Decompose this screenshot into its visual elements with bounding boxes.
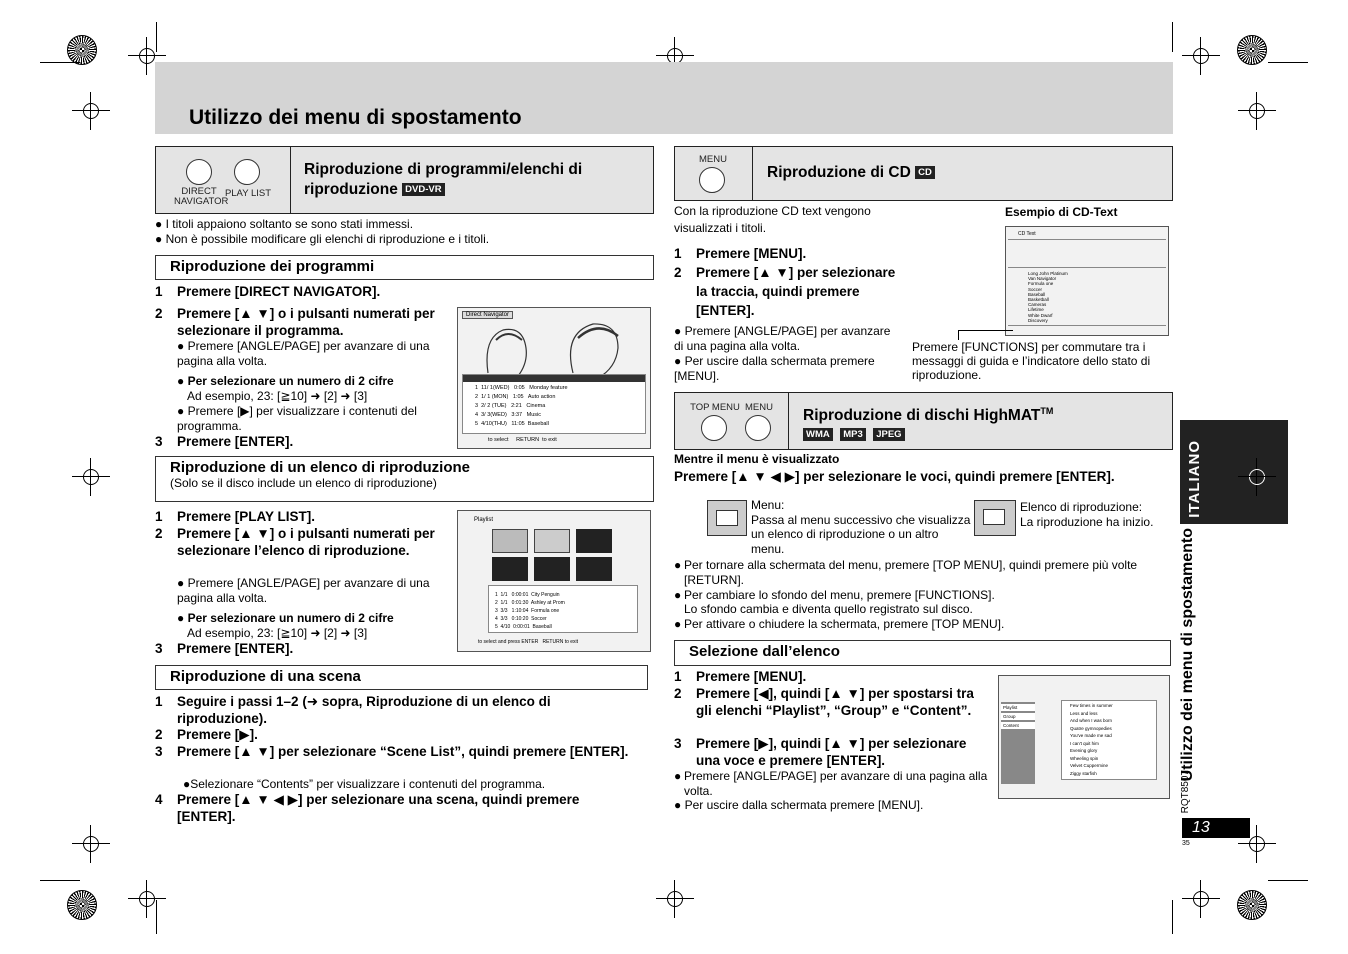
format-tags xyxy=(803,426,908,444)
note-text: Ad esempio, 23: [≧10] ➜ [2] ➜ [3] xyxy=(187,626,368,640)
note: ● Per uscire dalla schermata premere [MENU]. xyxy=(674,798,924,812)
registration-mark xyxy=(67,35,97,65)
thumbnail xyxy=(576,529,612,553)
crop-line xyxy=(40,62,80,63)
title-band xyxy=(155,62,1173,134)
direct-navigator-screen xyxy=(457,307,651,449)
side-title: Utilizzo dei menu di spostamento xyxy=(1179,528,1196,782)
screen-row: 1 1/1 0:00:01 City Penguin xyxy=(495,592,560,598)
note-text: Per cambiare lo sfondo del menu, premere [FUNCTIONS]. xyxy=(684,588,995,602)
step-text: Premere [ENTER]. xyxy=(177,434,294,449)
note-text: Premere [ANGLE/PAGE] per avanzare di una pagina alla volta. xyxy=(684,769,988,798)
sidebar-item: Group xyxy=(1001,713,1035,720)
track-item: Cameras xyxy=(1028,302,1047,308)
screen-title: CD Text xyxy=(1018,231,1036,237)
note: ● Premere [ANGLE/PAGE] per avanzare di una pagina alla volta. xyxy=(674,324,891,353)
crosshair-mark xyxy=(1246,466,1268,488)
note-text: Per tornare alla schermata del menu, premere [TOP MENU], quindi premere più volte [RETURN]. xyxy=(684,558,1138,587)
note: ● Premere [ANGLE/PAGE] per avanzare di una pagina alla volta. xyxy=(177,339,430,368)
step-text: Premere [◀], quindi [▲ ▼] per spostarsi tra gli elenchi “Playlist”, “Group” e “Content”. xyxy=(696,686,974,718)
list-item: Velvet Cuppermine xyxy=(1070,763,1109,768)
list-item: Few times in summer xyxy=(1070,703,1113,708)
play-list-label: PLAY LIST xyxy=(224,188,272,199)
trademark: TM xyxy=(1040,406,1054,416)
screen-row: 3 2/ 2 (TUE) 2:21 Cinema xyxy=(475,403,546,409)
step: 4 Premere [▲ ▼ ◀ ▶] per selezionare una scena, quindi premere [ENTER]. xyxy=(155,791,635,825)
cd-text-screen xyxy=(1005,226,1169,336)
step-text: Premere [ENTER]. xyxy=(177,641,294,656)
track-item: Soccer xyxy=(1028,286,1043,292)
step-text: Premere [▲ ▼] per selezionare “Scene List”, quindi premere [ENTER]. xyxy=(177,744,629,759)
mp3-tag: MP3 xyxy=(840,428,866,441)
screen-title: Playlist xyxy=(474,517,494,523)
step-text: Premere [▶], quindi [▲ ▼] per selezionare una voce e premere [ENTER]. xyxy=(696,736,967,768)
intro-note: ● I titoli appaiono soltanto se sono stati immessi. ● Non è possibile modificare gli elenchi di riproduzione e i titoli. xyxy=(155,217,490,246)
crop-line xyxy=(156,22,157,52)
crop-line xyxy=(1268,880,1308,881)
track-list xyxy=(1028,271,1068,323)
selection-screen xyxy=(998,675,1170,799)
subheading-subtitle: (Solo se il disco include un elenco di riproduzione) xyxy=(170,476,437,490)
step: 2 Premere [▲ ▼] o i pulsanti numerati per selezionare l’elenco di riproduzione. xyxy=(155,525,445,559)
playlist-icon xyxy=(974,500,1016,536)
note-text: Premere [ANGLE/PAGE] per avanzare di una pagina alla volta. xyxy=(177,339,430,368)
playlist-desc-label: Elenco di riproduzione: xyxy=(1020,500,1143,514)
step: 2 Premere [▶]. xyxy=(155,727,258,742)
jpeg-tag: JPEG xyxy=(873,428,904,441)
note-text: Premere [ANGLE/PAGE] per avanzare di una pagina alla volta. xyxy=(674,324,891,353)
step: 1 Premere [MENU]. xyxy=(674,669,807,684)
callout-line xyxy=(958,330,1013,331)
screen-row: 5 4/10(THU) 11:05 Baseball xyxy=(475,421,549,427)
note: ● Premere [ANGLE/PAGE] per avanzare di una pagina alla volta. xyxy=(674,769,990,799)
screen-divider xyxy=(1008,267,1166,268)
language-label: ITALIANO xyxy=(1186,440,1203,518)
step-text: Premere [▲ ▼] o i pulsanti numerati per selezionare il programma. xyxy=(177,306,435,338)
step-text: Premere [MENU]. xyxy=(696,246,807,261)
note: ● Per cambiare lo sfondo del menu, premere [FUNCTIONS]. xyxy=(674,588,1170,603)
note: ● Per tornare alla schermata del menu, premere [TOP MENU], quindi premere più volte [RETURN]. xyxy=(674,558,1170,588)
screen-sidebar xyxy=(1001,702,1035,784)
button-icons-cell xyxy=(675,393,789,449)
screen-divider xyxy=(1008,325,1166,326)
crosshair-mark xyxy=(80,833,102,855)
list-item: Wheeling spin xyxy=(1070,755,1099,761)
section-header-cd xyxy=(674,146,1173,201)
page-number-box xyxy=(1182,818,1250,838)
step: 1 Premere [PLAY LIST]. xyxy=(155,509,316,524)
subheading-programs: Riproduzione dei programmi xyxy=(155,255,654,280)
step-text: Seguire i passi 1–2 (➜ sopra, Riproduzione di un elenco di riproduzione). xyxy=(177,694,551,726)
screen-row: 1 11/ 1(WED) 0:05 Monday feature xyxy=(475,385,568,391)
step-text: Premere [▲ ▼] per selezionare la traccia, quindi premere [ENTER]. xyxy=(696,265,896,318)
page-title: Utilizzo dei menu di spostamento xyxy=(189,106,522,129)
button-icons-cell xyxy=(156,147,291,213)
step: 1 Seguire i passi 1–2 (➜ sopra, Riproduzione di un elenco di riproduzione). xyxy=(155,693,635,727)
thumbnail xyxy=(534,529,570,553)
crosshair-mark xyxy=(136,888,158,910)
crosshair-mark xyxy=(1246,100,1268,122)
cd-tag: CD xyxy=(915,166,935,179)
note-text: Ad esempio, 23: [≧10] ➜ [2] ➜ [3] xyxy=(187,389,368,403)
note: Lo sfondo cambia e diventa quello registrato sul disco. xyxy=(684,602,973,616)
note: ● Premere [ANGLE/PAGE] per avanzare di una pagina alla volta. xyxy=(177,576,430,605)
list-item: And when I was born xyxy=(1070,718,1113,723)
example-label: Esempio di CD-Text xyxy=(1005,205,1118,219)
step: 2 Premere [◀], quindi [▲ ▼] per spostarsi tra gli elenchi “Playlist”, “Group” e “Content”. xyxy=(674,685,990,719)
note: ● Per selezionare un numero di 2 cifre Ad esempio, 23: [≧10] ➜ [2] ➜ [3] xyxy=(177,374,394,403)
list-item: Quatre gymnopedies xyxy=(1070,725,1112,731)
top-menu-button-icon xyxy=(701,415,727,441)
intro-note-2: Non è possibile modificare gli elenchi di riproduzione e i titoli. xyxy=(165,232,490,246)
section-title xyxy=(304,160,644,200)
screen-footer: to select and press ENTER RETURN to exit xyxy=(478,639,579,645)
screen-row: 4 3/3 0:10:20 Soccer xyxy=(495,616,547,622)
step: 3 Premere [▶], quindi [▲ ▼] per selezionare una voce e premere [ENTER]. xyxy=(674,735,990,769)
thumbnail xyxy=(576,557,612,581)
menu-desc-label: Menu: xyxy=(751,498,785,512)
list-item: You've made me sad xyxy=(1070,733,1112,738)
functions-note: Premere [FUNCTIONS] per commutare tra i messaggi di guida e l’indicatore dello stato di riproduzione. xyxy=(912,340,1151,382)
section-title-text: Riproduzione di CD xyxy=(767,164,911,181)
track-item: Formula one xyxy=(1028,281,1054,287)
step-text: Premere [▶]. xyxy=(177,727,258,742)
track-item: Lifetime xyxy=(1028,307,1044,313)
playlist-desc xyxy=(1020,500,1170,529)
step: 3 Premere [▲ ▼] per selezionare “Scene List”, quindi premere [ENTER]. xyxy=(155,743,635,760)
step: 2 Premere [▲ ▼] per selezionare la traccia, quindi premere [ENTER]. xyxy=(674,263,904,320)
wma-tag: WMA xyxy=(803,428,833,441)
screen-row: 3 3/3 1:10:04 Formula one xyxy=(495,608,560,614)
note: ●Selezionare “Contents” per visualizzare i contenuti del programma. xyxy=(183,777,546,791)
step: 1 Premere [DIRECT NAVIGATOR]. xyxy=(155,284,381,299)
cd-intro: Con la riproduzione CD text vengono visualizzati i titoli. xyxy=(674,204,871,235)
sidebar-item: Playlist xyxy=(1001,704,1035,711)
note-text: Premere [ANGLE/PAGE] per avanzare di una pagina alla volta. xyxy=(177,576,430,605)
step-text: Premere [▲ ▼] o i pulsanti numerati per selezionare l’elenco di riproduzione. xyxy=(177,526,435,558)
screen-row: 2 1/1 0:01:30 Ashley at Prom xyxy=(495,600,565,606)
play-list-button-icon xyxy=(234,159,260,185)
illustration-faces xyxy=(478,318,628,380)
list-item: Less and less xyxy=(1070,710,1098,716)
note: ● Per uscire dalla schermata premere [MENU]. xyxy=(674,354,875,383)
crosshair-mark xyxy=(1190,45,1212,67)
step: 2 Premere [▲ ▼] o i pulsanti numerati per selezionare il programma. xyxy=(155,305,445,339)
registration-mark xyxy=(1237,35,1267,65)
small-number: 35 xyxy=(1182,840,1190,847)
screen-list xyxy=(1061,700,1157,780)
menu-icon xyxy=(707,500,747,536)
note-bold: Per selezionare un numero di 2 cifre xyxy=(187,374,394,388)
note-text: Premere [▶] per visualizzare i contenuti del programma. xyxy=(177,404,417,433)
crosshair-mark xyxy=(80,100,102,122)
language-tab xyxy=(1180,420,1288,524)
menu-label: MENU xyxy=(699,154,727,165)
note-text: Per uscire dalla schermata premere [MENU]. xyxy=(674,354,875,383)
registration-mark xyxy=(67,890,97,920)
page-number: 13 xyxy=(1192,819,1210,836)
highmat-instruction: Premere [▲ ▼ ◀ ▶] per selezionare le voci, quindi premere [ENTER]. xyxy=(674,469,1115,484)
screen-table xyxy=(488,585,638,633)
crosshair-mark xyxy=(1190,888,1212,910)
note-bold: Per selezionare un numero di 2 cifre xyxy=(187,611,394,625)
note-text: Per uscire dalla schermata premere [MENU]. xyxy=(684,798,924,812)
step: 1 Premere [MENU]. xyxy=(674,246,807,261)
screen-title: Direct Navigator xyxy=(462,311,513,319)
section-header-highmat xyxy=(674,392,1173,450)
playlist-desc-text: La riproduzione ha inizio. xyxy=(1020,514,1154,529)
subheading-playlist xyxy=(155,456,654,502)
note: ● Per selezionare un numero di 2 cifre Ad esempio, 23: [≧10] ➜ [2] ➜ [3] xyxy=(177,611,394,640)
track-item: Basketball xyxy=(1028,297,1049,303)
section-title-text: Riproduzione di dischi HighMAT xyxy=(803,407,1041,425)
button-icons-cell xyxy=(675,147,753,200)
crop-line xyxy=(1268,62,1308,63)
screen-row: 5 4/10 0:00:01 Baseball xyxy=(495,624,552,630)
screen-row: 4 3/ 3(WED) 3:37 Music xyxy=(475,412,542,418)
dvd-vr-tag: DVD-VR xyxy=(402,183,444,196)
step-text: Premere [DIRECT NAVIGATOR]. xyxy=(177,284,381,299)
thumbnail xyxy=(534,557,570,581)
screen-header-bar xyxy=(463,375,645,382)
track-item: Van Navigator xyxy=(1028,276,1057,282)
intro-note-1: I titoli appaiono soltanto se sono stati immessi. xyxy=(165,217,414,231)
screen-row: 2 1/ 1 (MON) 1:05 Auto action xyxy=(475,394,556,400)
direct-navigator-button-icon xyxy=(186,159,212,185)
step-text: Premere [▲ ▼ ◀ ▶] per selezionare una scena, quindi premere [ENTER]. xyxy=(177,792,580,824)
track-item: Baseball xyxy=(1028,291,1046,297)
list-item: Evening glory xyxy=(1070,748,1098,753)
screen-footer: to select RETURN to exit xyxy=(488,437,557,443)
track-item: Long John Platinum xyxy=(1028,271,1068,276)
while-label: Mentre il menu è visualizzato xyxy=(674,452,840,466)
note-text: Per attivare o chiudere la schermata, premere [TOP MENU]. xyxy=(684,617,1005,631)
list-item: I can't quit him xyxy=(1070,740,1099,746)
thumbnail xyxy=(492,557,528,581)
section-header-programs xyxy=(155,146,654,214)
thumbnail xyxy=(492,529,528,553)
crop-line xyxy=(1172,22,1173,52)
playlist-screen xyxy=(457,510,651,652)
direct-navigator-label: DIRECT NAVIGATOR xyxy=(174,186,229,207)
track-item: White Dwarf xyxy=(1028,312,1053,318)
crop-line xyxy=(156,900,157,934)
note: ● Per attivare o chiudere la schermata, premere [TOP MENU]. xyxy=(674,617,1170,632)
subheading-title: Riproduzione di un elenco di riproduzione xyxy=(170,459,470,476)
note: ● Premere [▶] per visualizzare i contenuti del programma. xyxy=(177,404,417,433)
subheading-selection: Selezione dall’elenco xyxy=(674,640,1171,666)
section-title-text: Riproduzione di programmi/elenchi di riproduzione xyxy=(304,161,583,198)
section-title xyxy=(767,163,938,183)
crop-line xyxy=(1172,900,1173,934)
step-text: Premere [PLAY LIST]. xyxy=(177,509,316,524)
step: 3 Premere [ENTER]. xyxy=(155,641,294,656)
registration-mark xyxy=(1237,890,1267,920)
crosshair-mark xyxy=(664,888,686,910)
doc-code: RQT8507 xyxy=(1180,770,1191,814)
top-menu-label: TOP MENU xyxy=(690,402,740,413)
step-text: Premere [MENU]. xyxy=(696,669,807,684)
menu-button-icon xyxy=(745,415,771,441)
screen-table xyxy=(462,374,646,434)
list-item: Ziggy starfish xyxy=(1070,770,1097,776)
menu-label: MENU xyxy=(745,402,773,413)
crosshair-mark xyxy=(80,466,102,488)
menu-button-icon xyxy=(699,167,725,193)
track-item: Discovery xyxy=(1028,317,1048,323)
subheading-scene: Riproduzione di una scena xyxy=(155,665,648,690)
menu-desc xyxy=(751,498,971,556)
sidebar-item: Content xyxy=(1001,722,1035,729)
callout-line xyxy=(958,330,959,340)
crop-line xyxy=(40,880,80,881)
menu-desc-text: Passa al menu successivo che visualizza un elenco di riproduzione o un altro menu. xyxy=(751,512,971,556)
screen-divider xyxy=(1008,239,1166,240)
section-title xyxy=(803,401,1053,426)
step: 3 Premere [ENTER]. xyxy=(155,434,294,449)
